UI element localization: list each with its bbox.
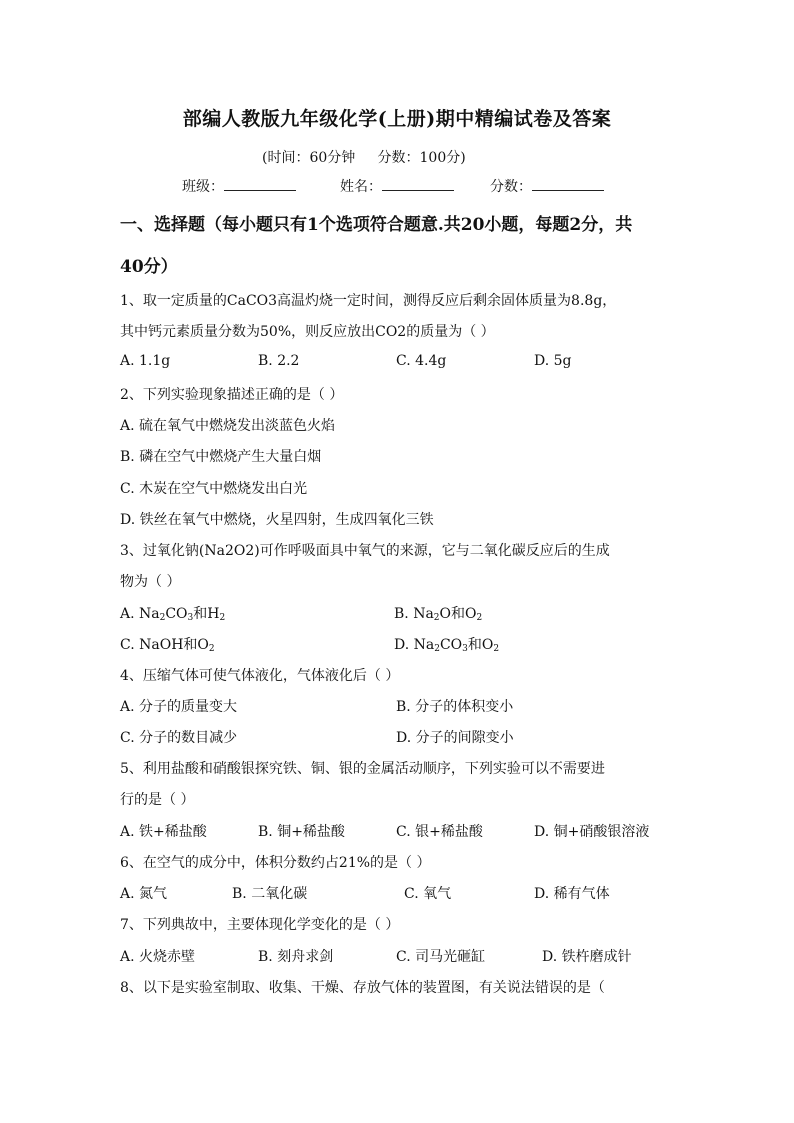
section-heading-line2: 40分） [120,257,178,277]
question-7-option-a: A. 火烧赤壁 [120,949,196,965]
question-5-stem-line2: 行的是（ ） [120,792,195,808]
question-6-stem: 6、在空气的成分中，体积分数约占21%的是（ ） [120,855,431,871]
question-4-stem: 4、压缩气体可使气体液化，气体液化后（ ） [120,668,400,684]
question-1-option-d: D. 5g [534,353,572,369]
question-5-option-c: C. 银+稀盐酸 [396,824,483,840]
question-6-option-b: B. 二氧化碳 [232,886,308,902]
score-blank [532,176,604,191]
question-4-option-c: C. 分子的数目减少 [120,730,238,746]
question-6-option-a: A. 氮气 [120,886,168,902]
question-4-option-d: D. 分子的间隙变小 [396,730,514,746]
question-7-stem: 7、下列典故中，主要体现化学变化的是（ ） [120,917,400,933]
question-2-option-c: C. 木炭在空气中燃烧发出白光 [120,481,308,497]
question-3-option-a: A. $Na_2CO_3$和$H_2$ [120,606,226,623]
question-3-option-c: C. NaOH和$O_2$ [120,637,215,654]
question-1-option-a: A. 1.1g [120,353,171,369]
question-7-option-d: D. 铁杵磨成针 [542,949,632,965]
question-5-option-a: A. 铁+稀盐酸 [120,824,207,840]
question-3-stem-line1: 3、过氧化钠(Na2O2)可作呼吸面具中氧气的来源，它与二氧化碳反应后的生成 [120,543,610,559]
score-field [490,176,604,196]
question-2-option-b: B. 磷在空气中燃烧产生大量白烟 [120,449,322,465]
class-field [182,176,296,196]
question-1-option-b: B. 2.2 [258,353,300,369]
question-2-option-a: A. 硫在氧气中燃烧发出淡蓝色火焰 [120,418,336,434]
name-field [340,176,454,196]
class-label: 班级： [182,179,224,195]
question-4-option-a: A. 分子的质量变大 [120,699,238,715]
question-1-option-c: C. 4.4g [396,353,447,369]
name-blank [382,176,454,191]
question-1-stem-line2: 其中钙元素质量分数为50%，则反应放出CO2的质量为（ ） [120,324,495,340]
exam-time-score: (时间：60分钟 分数：100分) [262,150,466,166]
question-2-option-d: D. 铁丝在氧气中燃烧，火星四射，生成四氧化三铁 [120,512,434,528]
question-3-option-b: B. $Na_2O$和$O_2$ [394,606,483,623]
question-5-option-b: B. 铜+稀盐酸 [258,824,345,840]
section-heading-line1: 一、选择题（每小题只有1个选项符合题意.共20小题，每题2分，共 [120,215,633,235]
page-title: 部编人教版九年级化学(上册)期中精编试卷及答案 [182,108,612,130]
question-2-stem: 2、下列实验现象描述正确的是（ ） [120,387,344,403]
score-label: 分数： [490,179,532,195]
question-7-option-c: C. 司马光砸缸 [396,949,486,965]
question-7-option-b: B. 刻舟求剑 [258,949,334,965]
question-6-option-d: D. 稀有气体 [534,886,610,902]
question-4-option-b: B. 分子的体积变小 [396,699,514,715]
question-3-stem-line2: 物为（ ） [120,574,181,590]
question-3-option-d: D. $Na_2CO_3$和$O_2$ [394,637,500,654]
name-label: 姓名： [340,179,382,195]
class-blank [224,176,296,191]
question-8-stem: 8、以下是实验室制取、收集、干燥、存放气体的装置图，有关说法错误的是（ [120,980,605,996]
question-5-stem-line1: 5、利用盐酸和硝酸银探究铁、铜、银的金属活动顺序，下列实验可以不需要进 [120,761,605,777]
question-5-option-d: D. 铜+硝酸银溶液 [534,824,650,840]
question-6-option-c: C. 氧气 [404,886,452,902]
question-1-stem-line1: 1、取一定质量的CaCO3高温灼烧一定时间，测得反应后剩余固体质量为8.8g， [120,293,617,309]
